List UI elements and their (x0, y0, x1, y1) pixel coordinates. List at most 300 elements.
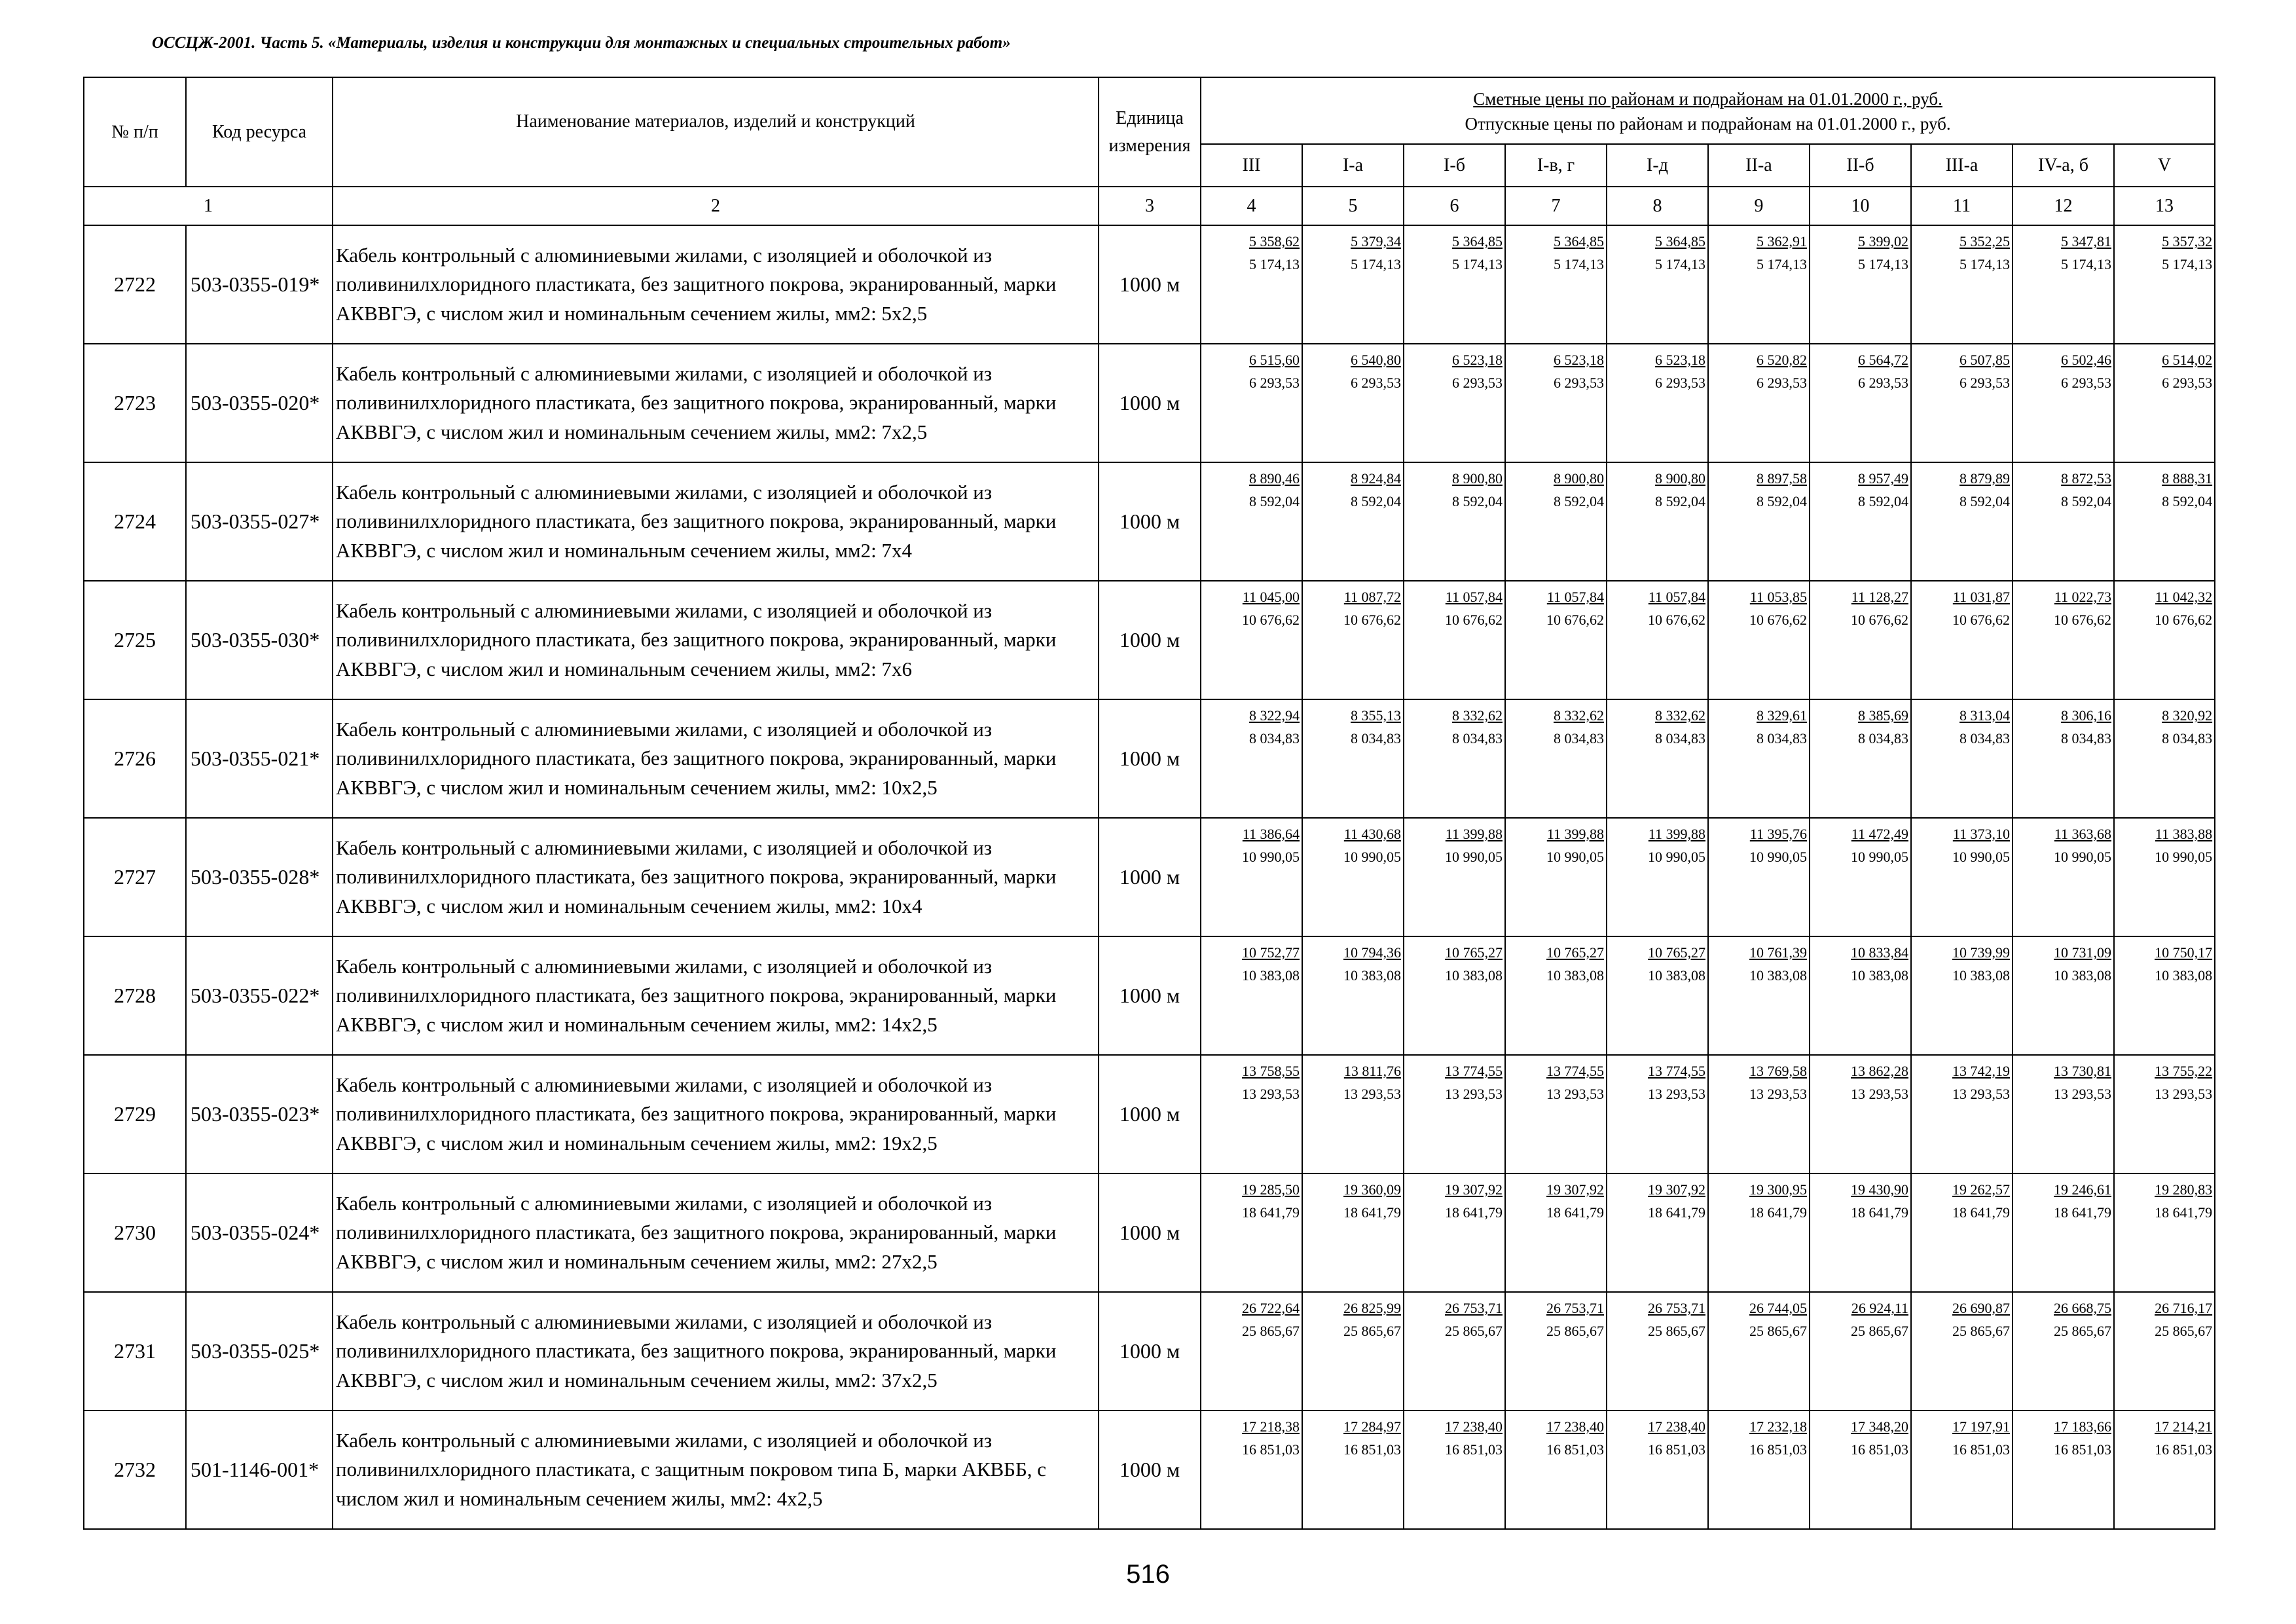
estimate-price: 5 364,85 (1452, 233, 1503, 249)
price-cell (1201, 225, 1302, 344)
price-cell (1911, 936, 2013, 1055)
price-cell (2013, 1055, 2114, 1173)
estimate-price: 26 753,71 (1546, 1300, 1604, 1316)
estimate-price: 11 472,49 (1851, 826, 1908, 842)
release-price: 8 592,04 (1655, 493, 1705, 510)
release-price: 8 592,04 (1858, 493, 1908, 510)
release-price: 10 383,08 (2155, 967, 2213, 984)
price-cell (2013, 936, 2114, 1055)
price-cell (1708, 1411, 1810, 1529)
unit: 1000 м (1099, 344, 1201, 462)
release-price: 25 865,67 (1648, 1323, 1705, 1340)
price-cell (2013, 1292, 2114, 1411)
estimate-price: 10 765,27 (1445, 944, 1503, 961)
estimate-price: 8 924,84 (1351, 470, 1401, 487)
price-cell (2013, 699, 2114, 818)
estimate-price: 17 284,97 (1343, 1418, 1401, 1435)
row-number: 2724 (84, 462, 186, 581)
release-price: 10 383,08 (1952, 967, 2010, 984)
price-cell (2114, 1292, 2215, 1411)
release-price: 10 676,62 (1445, 612, 1503, 629)
page-number: 516 (1126, 1560, 1170, 1589)
price-cell (1607, 581, 1708, 699)
release-price: 10 676,62 (2155, 612, 2213, 629)
estimate-price: 13 769,58 (1749, 1063, 1807, 1079)
release-price: 5 174,13 (2061, 256, 2111, 273)
estimate-price: 26 668,75 (2054, 1300, 2111, 1316)
price-cell (1201, 936, 1302, 1055)
estimate-price: 11 395,76 (1749, 826, 1807, 842)
price-cell (1505, 1055, 1607, 1173)
price-cell (1505, 581, 1607, 699)
item-name: Кабель контрольный с алюминиевыми жилами, с изоляцией и оболочкой из поливинилхлоридного пластиката, без защитного покрова, экранированный, марки АКВВГЭ, с числом жил и номинальным сечением жилы, мм2: 37х2,5 (333, 1292, 1099, 1411)
estimate-price: 11 031,87 (1952, 589, 2010, 605)
estimate-price: 11 128,27 (1851, 589, 1908, 605)
estimate-price: 8 306,16 (2061, 707, 2111, 724)
release-price: 5 174,13 (1351, 256, 1401, 273)
estimate-price: 19 360,09 (1343, 1181, 1401, 1198)
estimate-price: 6 540,80 (1351, 352, 1401, 368)
price-cell (1810, 1055, 1911, 1173)
estimate-price: 5 347,81 (2061, 233, 2111, 249)
row-number: 2731 (84, 1292, 186, 1411)
release-price: 18 641,79 (2054, 1204, 2111, 1221)
estimate-price: 8 320,92 (2162, 707, 2213, 724)
estimate-price: 13 774,55 (1546, 1063, 1604, 1079)
unit: 1000 м (1099, 225, 1201, 344)
release-price: 16 851,03 (1648, 1441, 1705, 1458)
estimate-price: 17 238,40 (1445, 1418, 1503, 1435)
estimate-price: 19 307,92 (1648, 1181, 1705, 1198)
release-price: 13 293,53 (1648, 1086, 1705, 1103)
release-price: 8 034,83 (2061, 730, 2111, 747)
estimate-price: 10 765,27 (1546, 944, 1604, 961)
price-cell (1201, 462, 1302, 581)
price-cell (1607, 818, 1708, 936)
price-cell (1201, 1055, 1302, 1173)
estimate-price: 13 730,81 (2054, 1063, 2111, 1079)
estimate-price: 17 214,21 (2155, 1418, 2213, 1435)
release-price: 18 641,79 (1851, 1204, 1908, 1221)
release-price: 8 592,04 (1757, 493, 1807, 510)
estimate-price: 26 722,64 (1242, 1300, 1300, 1316)
release-price: 8 592,04 (2162, 493, 2213, 510)
price-cell (1911, 699, 2013, 818)
estimate-price: 10 761,39 (1749, 944, 1807, 961)
release-price: 8 592,04 (1351, 493, 1401, 510)
release-price: 5 174,13 (1959, 256, 2010, 273)
estimate-price: 5 358,62 (1249, 233, 1300, 249)
region-header: II-а (1708, 144, 1810, 187)
release-price: 13 293,53 (1242, 1086, 1300, 1103)
price-cell (1607, 936, 1708, 1055)
price-cell (2013, 818, 2114, 936)
release-price: 10 990,05 (1242, 849, 1300, 866)
release-price: 25 865,67 (2155, 1323, 2213, 1340)
estimate-price: 19 285,50 (1242, 1181, 1300, 1198)
release-price: 16 851,03 (1851, 1441, 1908, 1458)
estimate-price: 11 053,85 (1749, 589, 1807, 605)
column-number: 11 (1911, 187, 2013, 225)
price-cell (1810, 581, 1911, 699)
price-cell (1302, 699, 1404, 818)
release-price: 16 851,03 (1546, 1441, 1604, 1458)
estimate-price: 11 399,88 (1648, 826, 1705, 842)
estimate-price: 13 862,28 (1851, 1063, 1908, 1079)
price-cell (1810, 818, 1911, 936)
price-cell (1404, 1173, 1505, 1292)
estimate-price: 11 399,88 (1546, 826, 1604, 842)
price-cell (2114, 344, 2215, 462)
release-price: 10 383,08 (1851, 967, 1908, 984)
price-cell (1810, 936, 1911, 1055)
estimate-price: 26 825,99 (1343, 1300, 1401, 1316)
estimate-price: 13 774,55 (1648, 1063, 1705, 1079)
release-price: 18 641,79 (2155, 1204, 2213, 1221)
price-cell (2013, 1173, 2114, 1292)
price-cell (1708, 1055, 1810, 1173)
region-header: III (1201, 144, 1302, 187)
price-cell (1708, 1292, 1810, 1411)
price-cell (1708, 581, 1810, 699)
estimate-price: 11 087,72 (1343, 589, 1401, 605)
estimate-price: 8 900,80 (1655, 470, 1705, 487)
estimate-price: 8 900,80 (1554, 470, 1604, 487)
region-header: III-а (1911, 144, 2013, 187)
page-header: ОССЦЖ-2001. Часть 5. «Материалы, изделия и конструкции для монтажных и специальных строительных работ» (152, 34, 1011, 52)
release-price: 25 865,67 (1343, 1323, 1401, 1340)
estimate-price: 17 348,20 (1851, 1418, 1908, 1435)
price-cell (1201, 1292, 1302, 1411)
release-price: 8 034,83 (1452, 730, 1503, 747)
price-cell (1302, 1173, 1404, 1292)
release-price: 5 174,13 (1655, 256, 1705, 273)
release-price: 8 592,04 (1959, 493, 2010, 510)
release-price: 10 383,08 (2054, 967, 2111, 984)
price-cell (1607, 225, 1708, 344)
estimate-price: 8 332,62 (1655, 707, 1705, 724)
row-number: 2722 (84, 225, 186, 344)
table-row (84, 936, 2215, 1055)
estimate-price: 6 520,82 (1757, 352, 1807, 368)
release-price: 25 865,67 (1242, 1323, 1300, 1340)
release-price: 18 641,79 (1952, 1204, 2010, 1221)
region-header: II-б (1810, 144, 1911, 187)
estimate-price: 10 765,27 (1648, 944, 1705, 961)
release-price: 10 383,08 (1445, 967, 1503, 984)
price-cell (2013, 344, 2114, 462)
estimate-price: 6 515,60 (1249, 352, 1300, 368)
price-cell (1810, 1292, 1911, 1411)
item-name: Кабель контрольный с алюминиевыми жилами, с изоляцией и оболочкой из поливинилхлоридного пластиката, без защитного покрова, экранированный, марки АКВВГЭ, с числом жил и номинальным сечением жилы, мм2: 19х2,5 (333, 1055, 1099, 1173)
release-price: 10 676,62 (1648, 612, 1705, 629)
estimate-price: 11 363,68 (2054, 826, 2111, 842)
release-price: 6 293,53 (1554, 375, 1604, 392)
estimate-price: 11 042,32 (2155, 589, 2213, 605)
estimate-price: 8 872,53 (2061, 470, 2111, 487)
unit: 1000 м (1099, 936, 1201, 1055)
price-cell (2114, 818, 2215, 936)
price-cell (1810, 225, 1911, 344)
estimate-price: 13 755,22 (2155, 1063, 2213, 1079)
price-cell (1911, 818, 2013, 936)
release-price: 13 293,53 (1851, 1086, 1908, 1103)
estimate-price: 10 731,09 (2054, 944, 2111, 961)
price-cell (1911, 1173, 2013, 1292)
column-number: 4 (1201, 187, 1302, 225)
release-price: 25 865,67 (1749, 1323, 1807, 1340)
price-cell (1302, 1411, 1404, 1529)
estimate-price: 5 364,85 (1554, 233, 1604, 249)
release-price: 10 383,08 (1749, 967, 1807, 984)
price-cell (1302, 462, 1404, 581)
estimate-price: 11 022,73 (2054, 589, 2111, 605)
unit: 1000 м (1099, 581, 1201, 699)
release-price: 10 990,05 (2054, 849, 2111, 866)
price-cell (1911, 1292, 2013, 1411)
price-cell (1404, 699, 1505, 818)
estimate-price: 8 332,62 (1554, 707, 1604, 724)
price-cell (2013, 1411, 2114, 1529)
table-row (84, 1411, 2215, 1529)
release-price: 10 383,08 (1343, 967, 1401, 984)
header-prices (1201, 77, 2215, 144)
price-cell (1505, 1411, 1607, 1529)
price-cell (1810, 344, 1911, 462)
resource-code: 503-0355-028* (186, 818, 333, 936)
item-name: Кабель контрольный с алюминиевыми жилами, с изоляцией и оболочкой из поливинилхлоридного пластиката, без защитного покрова, экранированный, марки АКВВГЭ, с числом жил и номинальным сечением жилы, мм2: 7х2,5 (333, 344, 1099, 462)
release-price: 18 641,79 (1546, 1204, 1604, 1221)
price-cell (1911, 225, 2013, 344)
release-price: 8 034,83 (1757, 730, 1807, 747)
price-cell (1302, 225, 1404, 344)
estimate-price: 19 300,95 (1749, 1181, 1807, 1198)
header-resource-code: Код ресурса (186, 77, 333, 187)
row-number: 2729 (84, 1055, 186, 1173)
price-cell (1810, 1173, 1911, 1292)
estimate-price: 8 322,94 (1249, 707, 1300, 724)
price-cell (1404, 1055, 1505, 1173)
price-cell (1911, 1411, 2013, 1529)
estimate-price: 19 246,61 (2054, 1181, 2111, 1198)
estimate-price: 13 758,55 (1242, 1063, 1300, 1079)
estimate-price: 8 897,58 (1757, 470, 1807, 487)
region-header: V (2114, 144, 2215, 187)
release-price: 6 293,53 (1249, 375, 1300, 392)
release-price: 6 293,53 (1351, 375, 1401, 392)
estimate-price: 26 744,05 (1749, 1300, 1807, 1316)
release-price: 13 293,53 (2054, 1086, 2111, 1103)
price-cell (1708, 1173, 1810, 1292)
resource-code: 503-0355-023* (186, 1055, 333, 1173)
table-row (84, 1173, 2215, 1292)
release-price: 16 851,03 (2054, 1441, 2111, 1458)
estimate-price: 17 197,91 (1952, 1418, 2010, 1435)
table-row (84, 344, 2215, 462)
release-price: 13 293,53 (1343, 1086, 1401, 1103)
column-number: 10 (1810, 187, 1911, 225)
price-cell (1404, 462, 1505, 581)
release-price: 10 990,05 (2155, 849, 2213, 866)
estimate-price: 5 352,25 (1959, 233, 2010, 249)
prices-title-estimate: Сметные цены по районам и подрайонам на 01.01.2000 г., руб. (1473, 89, 1942, 109)
price-cell (1201, 699, 1302, 818)
region-header: I-д (1607, 144, 1708, 187)
estimate-price: 8 313,04 (1959, 707, 2010, 724)
release-price: 10 676,62 (1242, 612, 1300, 629)
release-price: 10 676,62 (1749, 612, 1807, 629)
release-price: 10 383,08 (1648, 967, 1705, 984)
release-price: 10 676,62 (1952, 612, 2010, 629)
estimate-price: 11 430,68 (1343, 826, 1401, 842)
row-number: 2725 (84, 581, 186, 699)
price-cell (2114, 225, 2215, 344)
release-price: 18 641,79 (1749, 1204, 1807, 1221)
release-price: 13 293,53 (2155, 1086, 2213, 1103)
release-price: 18 641,79 (1242, 1204, 1300, 1221)
release-price: 5 174,13 (1757, 256, 1807, 273)
column-number: 7 (1505, 187, 1607, 225)
price-cell (1607, 462, 1708, 581)
release-price: 6 293,53 (2162, 375, 2213, 392)
unit: 1000 м (1099, 462, 1201, 581)
release-price: 8 592,04 (1554, 493, 1604, 510)
release-price: 25 865,67 (1445, 1323, 1503, 1340)
column-number: 12 (2013, 187, 2114, 225)
column-number: 6 (1404, 187, 1505, 225)
price-cell (2114, 462, 2215, 581)
release-price: 8 034,83 (1959, 730, 2010, 747)
price-cell (2114, 1411, 2215, 1529)
estimate-price: 8 900,80 (1452, 470, 1503, 487)
release-price: 10 990,05 (1445, 849, 1503, 866)
release-price: 16 851,03 (1445, 1441, 1503, 1458)
estimate-price: 10 833,84 (1851, 944, 1908, 961)
release-price: 13 293,53 (1749, 1086, 1807, 1103)
price-cell (1201, 344, 1302, 462)
item-name: Кабель контрольный с алюминиевыми жилами, с изоляцией и оболочкой из поливинилхлоридного пластиката, без защитного покрова, экранированный, марки АКВВГЭ, с числом жил и номинальным сечением жилы, мм2: 7х6 (333, 581, 1099, 699)
price-cell (1607, 344, 1708, 462)
estimate-price: 11 373,10 (1952, 826, 2010, 842)
price-cell (1810, 699, 1911, 818)
release-price: 16 851,03 (1242, 1441, 1300, 1458)
price-cell (1505, 462, 1607, 581)
resource-code: 503-0355-027* (186, 462, 333, 581)
region-header: IV-а, б (2013, 144, 2114, 187)
estimate-price: 19 430,90 (1851, 1181, 1908, 1198)
release-price: 16 851,03 (2155, 1441, 2213, 1458)
estimate-price: 8 329,61 (1757, 707, 1807, 724)
release-price: 13 293,53 (1546, 1086, 1604, 1103)
price-cell (1404, 581, 1505, 699)
row-number: 2730 (84, 1173, 186, 1292)
estimate-price: 13 742,19 (1952, 1063, 2010, 1079)
estimate-price: 11 057,84 (1445, 589, 1503, 605)
price-cell (1607, 1173, 1708, 1292)
header-row-number: № п/п (84, 77, 186, 187)
release-price: 10 676,62 (1343, 612, 1401, 629)
estimate-price: 8 957,49 (1858, 470, 1908, 487)
price-cell (1505, 818, 1607, 936)
price-cell (1505, 344, 1607, 462)
price-cell (1404, 1292, 1505, 1411)
estimate-price: 8 890,46 (1249, 470, 1300, 487)
release-price: 6 293,53 (2061, 375, 2111, 392)
price-cell (2114, 699, 2215, 818)
release-price: 16 851,03 (1343, 1441, 1401, 1458)
price-cell (1911, 462, 2013, 581)
table-row (84, 1055, 2215, 1173)
price-cell (1708, 225, 1810, 344)
item-name: Кабель контрольный с алюминиевыми жилами, с изоляцией и оболочкой из поливинилхлоридного пластиката, без защитного покрова, экранированный, марки АКВВГЭ, с числом жил и номинальным сечением жилы, мм2: 14х2,5 (333, 936, 1099, 1055)
price-table (83, 77, 2215, 1530)
estimate-price: 8 332,62 (1452, 707, 1503, 724)
price-cell (1911, 344, 2013, 462)
estimate-price: 5 357,32 (2162, 233, 2213, 249)
price-cell (1505, 1292, 1607, 1411)
release-price: 8 592,04 (1249, 493, 1300, 510)
release-price: 8 034,83 (1249, 730, 1300, 747)
release-price: 25 865,67 (1851, 1323, 1908, 1340)
estimate-price: 11 386,64 (1242, 826, 1300, 842)
release-price: 25 865,67 (1952, 1323, 2010, 1340)
release-price: 10 990,05 (1648, 849, 1705, 866)
row-number: 2732 (84, 1411, 186, 1529)
estimate-price: 11 057,84 (1546, 589, 1604, 605)
price-cell (1404, 225, 1505, 344)
price-cell (1302, 1055, 1404, 1173)
unit: 1000 м (1099, 1173, 1201, 1292)
header-unit: Единица измерения (1099, 77, 1201, 187)
release-price: 16 851,03 (1952, 1441, 2010, 1458)
column-number: 9 (1708, 187, 1810, 225)
release-price: 10 990,05 (1546, 849, 1604, 866)
price-cell (2114, 1055, 2215, 1173)
price-cell (1810, 1411, 1911, 1529)
estimate-price: 26 716,17 (2155, 1300, 2213, 1316)
release-price: 8 592,04 (1452, 493, 1503, 510)
release-price: 5 174,13 (1452, 256, 1503, 273)
estimate-price: 5 379,34 (1351, 233, 1401, 249)
release-price: 10 676,62 (1546, 612, 1604, 629)
price-cell (1607, 699, 1708, 818)
table-row (84, 818, 2215, 936)
estimate-price: 19 307,92 (1445, 1181, 1503, 1198)
table-row (84, 225, 2215, 344)
estimate-price: 8 888,31 (2162, 470, 2213, 487)
price-cell (1607, 1292, 1708, 1411)
estimate-price: 5 362,91 (1757, 233, 1807, 249)
price-cell (1404, 1411, 1505, 1529)
estimate-price: 26 753,71 (1648, 1300, 1705, 1316)
resource-code: 503-0355-021* (186, 699, 333, 818)
estimate-price: 10 750,17 (2155, 944, 2213, 961)
estimate-price: 6 523,18 (1554, 352, 1604, 368)
release-price: 10 990,05 (1749, 849, 1807, 866)
column-number: 2 (333, 187, 1099, 225)
price-cell (1607, 1411, 1708, 1529)
release-price: 10 990,05 (1343, 849, 1401, 866)
price-cell (1302, 1292, 1404, 1411)
estimate-price: 19 262,57 (1952, 1181, 2010, 1198)
release-price: 8 034,83 (1655, 730, 1705, 747)
price-cell (1911, 1055, 2013, 1173)
column-number: 8 (1607, 187, 1708, 225)
release-price: 25 865,67 (1546, 1323, 1604, 1340)
item-name: Кабель контрольный с алюминиевыми жилами, с изоляцией и оболочкой из поливинилхлоридного пластиката, без защитного покрова, экранированный, марки АКВВГЭ, с числом жил и номинальным сечением жилы, мм2: 5х2,5 (333, 225, 1099, 344)
row-number: 2727 (84, 818, 186, 936)
estimate-price: 5 364,85 (1655, 233, 1705, 249)
